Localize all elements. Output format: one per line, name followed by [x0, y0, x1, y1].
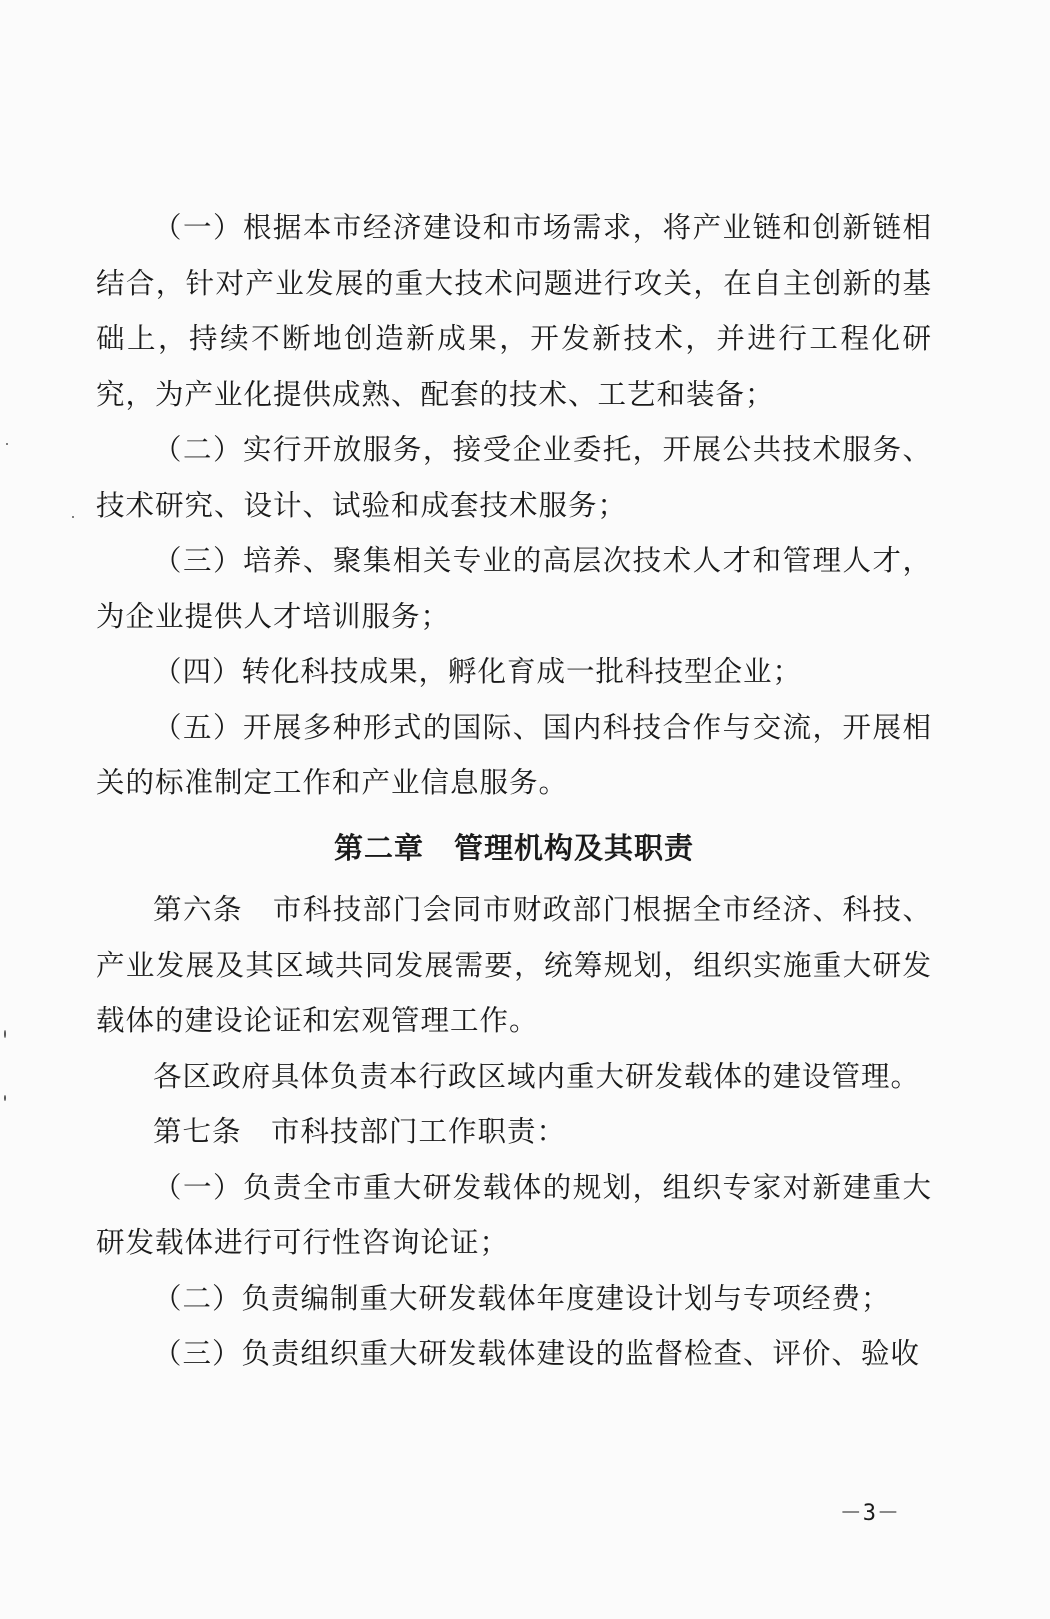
duty-item-3: （三）负责组织重大研发载体建设的监督检查、评价、验收	[153, 1337, 921, 1370]
paragraph-item-4: （四）转化科技成果，孵化育成一批科技型企业；	[153, 655, 803, 688]
chapter-heading: 第二章 管理机构及其职责	[333, 830, 694, 865]
scan-speck	[72, 516, 74, 518]
paragraph-item-2: （二）实行开放服务，接受企业委托，开展公共技术服务、技术研究、设计、试验和成套技术服务；	[96, 433, 932, 522]
paragraph-item-3: （三）培养、聚集相关专业的高层次技术人才和管理人才，为企业提供人才培训服务；	[96, 544, 932, 633]
article-7-paragraph: 第七条 市科技部门工作职责：	[153, 1115, 567, 1148]
scan-speck	[4, 1095, 6, 1101]
article-6-paragraph: 第六条 市科技部门会同市财政部门根据全市经济、科技、产业发展及其区域共同发展需要，统筹规划，组织实施重大研发载体的建设论证和宏观管理工作。	[96, 893, 932, 1037]
duty-item-1: （一）负责全市重大研发载体的规划，组织专家对新建重大研发载体进行可行性咨询论证；	[96, 1170, 932, 1259]
scan-speck	[4, 1030, 6, 1038]
duty-item-2: （二）负责编制重大研发载体年度建设计划与专项经费；	[153, 1281, 891, 1315]
district-government-paragraph: 各区政府具体负责本行政区域内重大研发载体的建设管理。	[153, 1059, 921, 1093]
document-body	[96, 200, 932, 1382]
paragraph-item-5: （五）开展多种形式的国际、国内科技合作与交流，开展相关的标准制定工作和产业信息服务。	[96, 710, 932, 799]
page-number: －3－	[839, 1501, 900, 1526]
scan-speck	[6, 443, 8, 445]
paragraph-item-1: （一）根据本市经济建设和市场需求，将产业链和创新链相结合，针对产业发展的重大技术问题进行攻关，在自主创新的基础上，持续不断地创造新成果，开发新技术，并进行工程化研究，为产业化提供成熟、配套的技术、工艺和装备；	[96, 211, 932, 411]
